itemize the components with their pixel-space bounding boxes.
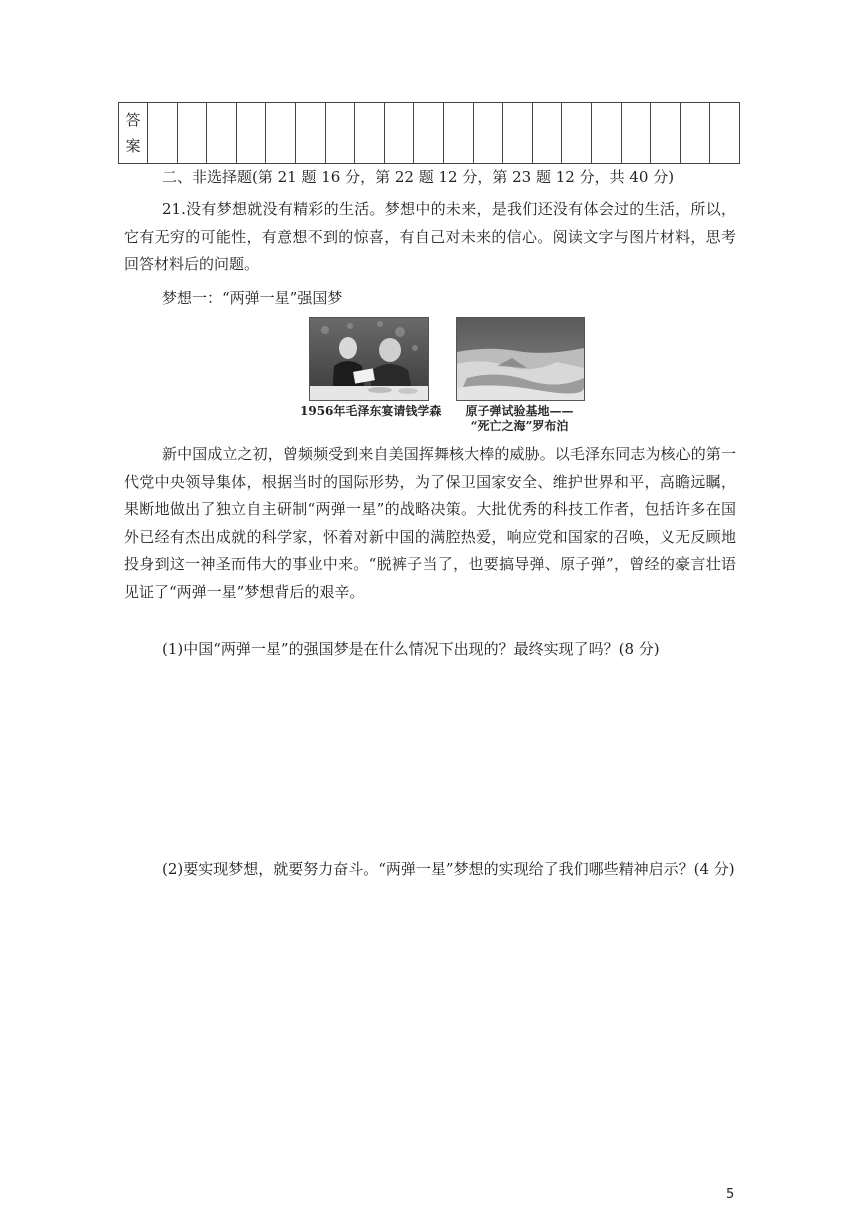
answer-cell[interactable]: [177, 103, 207, 164]
answer-cell[interactable]: [680, 103, 710, 164]
answer-cell[interactable]: [266, 103, 296, 164]
page-number: 5: [726, 1187, 735, 1202]
dream-title: 梦想一：“两弹一星”强国梦: [162, 289, 343, 307]
answer-label-line1: 答: [125, 111, 141, 129]
answer-cell[interactable]: [532, 103, 562, 164]
material-paragraph: 新中国成立之初，曾频频受到来自美国挥舞核大棒的威胁。以毛泽东同志为核心的第一代党中央领导集体，根据当时的国际形势，为了保卫国家安全、维护世界和平，高瞻远瞩，果断地做出了独立自主研制“两弹一星”的战略决策。大批优秀的科技工作者，包括许多在国外已经有杰出成就的科学家，怀着对新中国的满腔热爱，响应党和国家的召唤，义无反顾地投身到这一神圣而伟大的事业中来。“脱裤子当了，也要搞导弹、原子弹”，曾经的豪言壮语见证了“两弹一星”梦想背后的艰辛。: [124, 445, 736, 601]
desert-photo: [456, 317, 585, 401]
section-heading: 二、非选择题(第 21 题 16 分，第 22 题 12 分，第 23 题 12 分，共 40 分): [162, 168, 675, 186]
answer-cell[interactable]: [562, 103, 592, 164]
sub-question-1: (1)中国“两弹一星”的强国梦是在什么情况下出现的？最终实现了吗？(8 分): [162, 640, 660, 658]
answer-cell[interactable]: [473, 103, 503, 164]
sub-question-2: (2)要实现梦想，就要努力奋斗。“两弹一星”梦想的实现给了我们哪些精神启示？(4 分): [162, 860, 735, 878]
answer-cell[interactable]: [325, 103, 355, 164]
answer-cell[interactable]: [710, 103, 740, 164]
question-21-intro: 21.没有梦想就没有精彩的生活。梦想中的未来，是我们还没有体会过的生活，所以，它有无穷的可能性，有意想不到的惊喜，有自己对未来的信心。阅读文字与图片材料，思考回答材料后的问题。: [124, 200, 736, 273]
answer-cell[interactable]: [591, 103, 621, 164]
desert-photo-caption-line1: 原子弹试验基地——: [465, 404, 574, 418]
answer-table: [118, 102, 740, 164]
answer-cell[interactable]: [443, 103, 473, 164]
banquet-photo-caption: 1956年毛泽东宴请钱学森: [300, 404, 442, 418]
answer-label: [119, 103, 148, 164]
banquet-photo: [309, 317, 429, 401]
answer-cell[interactable]: [295, 103, 325, 164]
answer-cell[interactable]: [148, 103, 178, 164]
answer-cell[interactable]: [503, 103, 533, 164]
answer-cell[interactable]: [414, 103, 444, 164]
desert-photo-caption-line2: “死亡之海”罗布泊: [470, 419, 569, 433]
answer-cell[interactable]: [236, 103, 266, 164]
answer-cell[interactable]: [355, 103, 385, 164]
answer-label-line2: 案: [125, 137, 141, 155]
answer-cell[interactable]: [207, 103, 237, 164]
answer-cell[interactable]: [651, 103, 681, 164]
answer-cell[interactable]: [384, 103, 414, 164]
answer-cell[interactable]: [621, 103, 651, 164]
